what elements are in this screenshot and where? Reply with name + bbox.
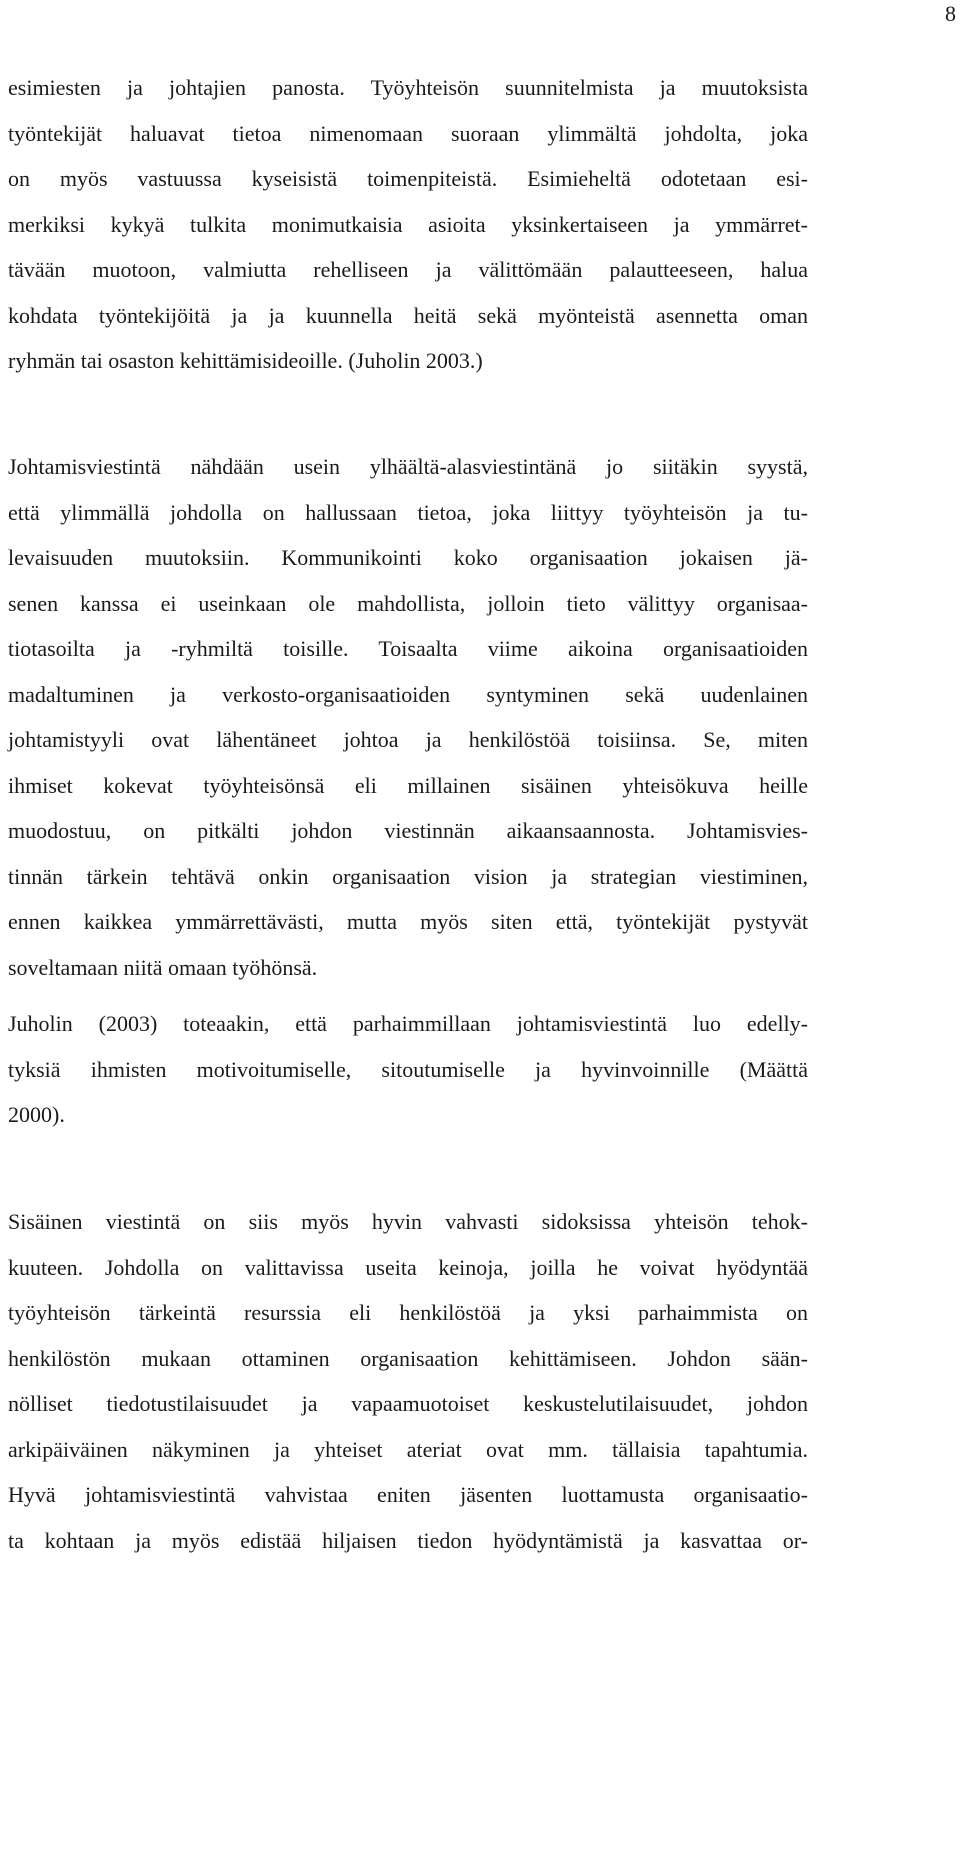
text-line: tävään muotoon, valmiutta rehelliseen ja välittömään palautteeseen, halua <box>8 257 808 282</box>
paragraph-4 <box>8 1199 808 1563</box>
text-line: Johtamisviestintä nähdään usein ylhäältä-alasviestintänä jo siitäkin syystä, <box>8 454 808 479</box>
text-line: ta kohtaan ja myös edistää hiljaisen tiedon hyödyntämistä ja kasvattaa or- <box>8 1527 808 1553</box>
paragraph-2 <box>8 444 808 990</box>
paragraph-3 <box>8 1001 808 1138</box>
text-line: muodostuu, on pitkälti johdon viestinnän aikaansaannosta. Johtamisvies- <box>8 818 808 843</box>
text-line: Juholin (2003) toteaakin, että parhaimmillaan johtamisviestintä luo edelly- <box>8 1011 808 1036</box>
page-number: 8 <box>945 1 956 26</box>
text-line: ennen kaikkea ymmärrettävästi, mutta myös siten että, työntekijät pystyvät <box>8 909 808 934</box>
paragraph-1 <box>8 65 808 384</box>
text-line: arkipäiväinen näkyminen ja yhteiset ateriat ovat mm. tällaisia tapahtumia. <box>8 1436 808 1462</box>
text-line: työntekijät haluavat tietoa nimenomaan suoraan ylimmältä johdolta, joka <box>8 120 808 146</box>
text-line: tiotasoilta ja -ryhmiltä toisille. Toisaalta viime aikoina organisaatioiden <box>8 636 808 661</box>
text-line: henkilöstön mukaan ottaminen organisaation kehittämiseen. Johdon sään- <box>8 1345 808 1371</box>
text-line: johtamistyyli ovat lähentäneet johtoa ja henkilöstöä toisiinsa. Se, miten <box>8 727 808 752</box>
text-line: kuuteen. Johdolla on valittavissa useita keinoja, joilla he voivat hyödyntää <box>8 1254 808 1280</box>
text-line: Sisäinen viestintä on siis myös hyvin vahvasti sidoksissa yhteisön tehok- <box>8 1209 808 1234</box>
text-line: tinnän tärkein tehtävä onkin organisaation vision ja strategian viestiminen, <box>8 863 808 889</box>
text-line: kohdata työntekijöitä ja ja kuunnella heitä sekä myönteistä asennetta oman <box>8 302 808 328</box>
text-line: 2000). <box>8 1102 65 1127</box>
text-line: tyksiä ihmisten motivoitumiselle, sitoutumiselle ja hyvinvoinnille (Määttä <box>8 1056 808 1082</box>
text-line: ihmiset kokevat työyhteisönsä eli millainen sisäinen yhteisökuva heille <box>8 772 808 798</box>
text-line: soveltamaan niitä omaan työhönsä. <box>8 954 318 980</box>
text-line: ryhmän tai osaston kehittämisideoille. (Juholin 2003.) <box>8 348 483 373</box>
text-line: nölliset tiedotustilaisuudet ja vapaamuotoiset keskustelutilaisuudet, johdon <box>8 1391 808 1416</box>
text-line: on myös vastuussa kyseisistä toimenpiteistä. Esimieheltä odotetaan esi- <box>8 166 808 191</box>
text-line: että ylimmällä johdolla on hallussaan tietoa, joka liittyy työyhteisön ja tu- <box>8 499 808 525</box>
text-line: senen kanssa ei useinkaan ole mahdollista, jolloin tieto välittyy organisaa- <box>8 590 808 616</box>
text-line: madaltuminen ja verkosto-organisaatioiden syntyminen sekä uudenlainen <box>8 681 808 707</box>
text-line: esimiesten ja johtajien panosta. Työyhteisön suunnitelmista ja muutoksista <box>8 75 808 100</box>
text-line: levaisuuden muutoksiin. Kommunikointi koko organisaation jokaisen jä- <box>8 545 808 570</box>
text-line: Hyvä johtamisviestintä vahvistaa eniten jäsenten luottamusta organisaatio- <box>8 1482 808 1507</box>
text-line: työyhteisön tärkeintä resurssia eli henkilöstöä ja yksi parhaimmista on <box>8 1300 808 1325</box>
text-line: merkiksi kykyä tulkita monimutkaisia asioita yksinkertaiseen ja ymmärret- <box>8 211 808 237</box>
